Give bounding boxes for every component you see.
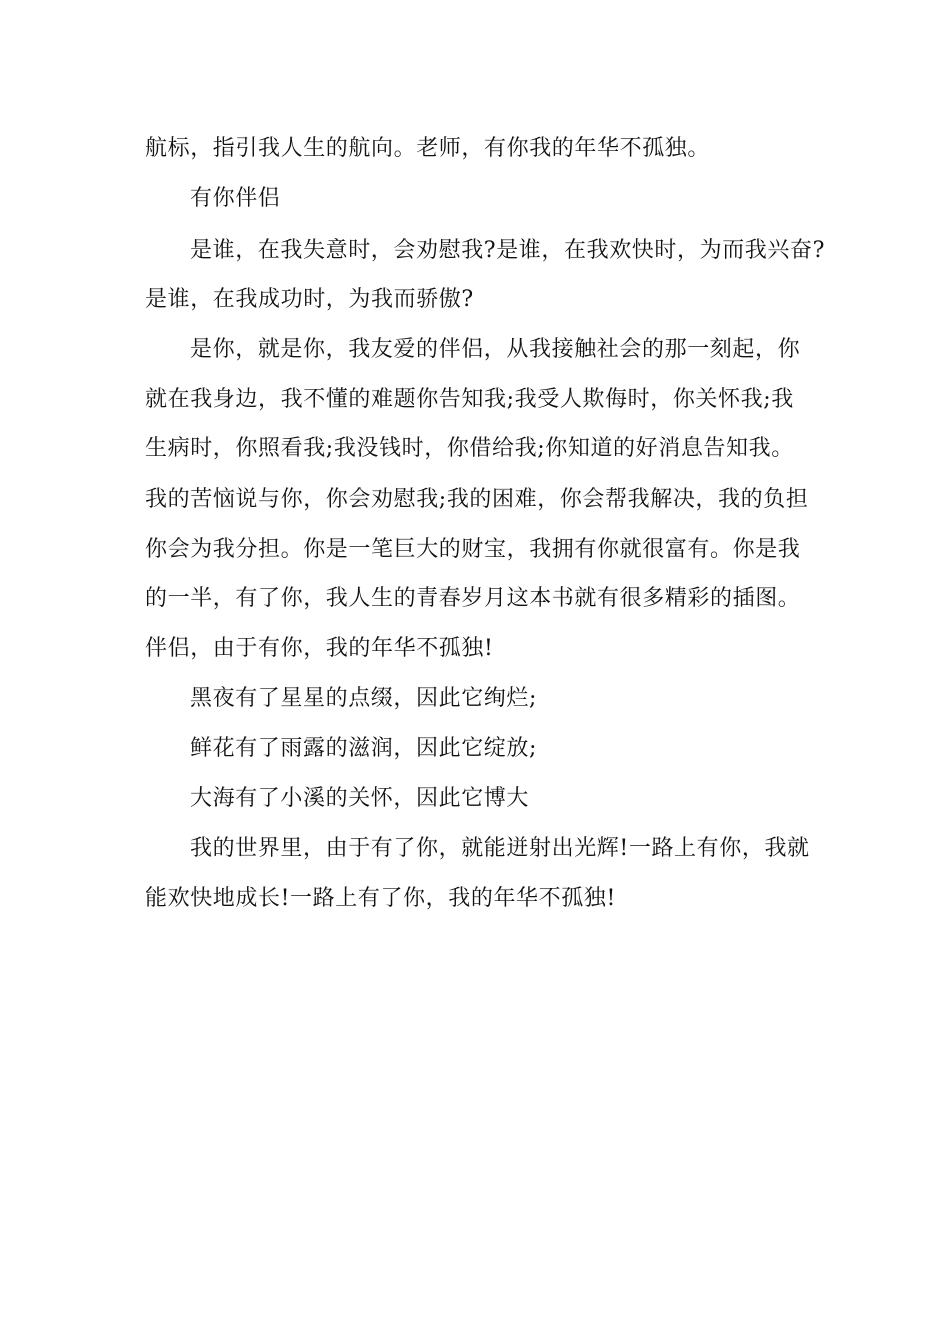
- section-heading: 有你伴侣: [190, 186, 281, 211]
- text-line: 是谁，在我成功时，为我而骄傲?: [145, 287, 474, 312]
- text-line: 我的苦恼说与你，你会劝慰我;我的困难，你会帮我解决，我的负担: [145, 487, 809, 512]
- text-line: 生病时，你照看我;我没钱时，你借给我;你知道的好消息告知我。: [145, 436, 794, 461]
- text-line: 能欢快地成长!一路上有了你，我的年华不孤独!: [145, 886, 616, 911]
- text-line: 黑夜有了星星的点缀，因此它绚烂;: [190, 686, 538, 711]
- text-line: 大海有了小溪的关怀，因此它博大: [190, 786, 530, 811]
- text-line: 你会为我分担。你是一笔巨大的财宝，我拥有你就很富有。你是我: [145, 537, 801, 562]
- text-line: 鲜花有了雨露的滋润，因此它绽放;: [190, 736, 538, 761]
- text-line: 就在我身边，我不懂的难题你告知我;我受人欺侮时，你关怀我;我: [145, 387, 794, 412]
- text-line: 的一半，有了你，我人生的青春岁月这本书就有很多精彩的插图。: [145, 586, 801, 611]
- text-line: 伴侣，由于有你，我的年华不孤独!: [145, 636, 494, 661]
- text-line: 是你，就是你，我友爱的伴侣，从我接触社会的那一刻起，你: [190, 337, 801, 362]
- text-line: 航标，指引我人生的航向。老师，有你我的年华不孤独。: [145, 136, 711, 161]
- text-line: 是谁，在我失意时，会劝慰我?是谁，在我欢快时，为而我兴奋?: [190, 238, 825, 263]
- text-line: 我的世界里，由于有了你，就能迸射出光辉!一路上有你，我就: [190, 836, 810, 861]
